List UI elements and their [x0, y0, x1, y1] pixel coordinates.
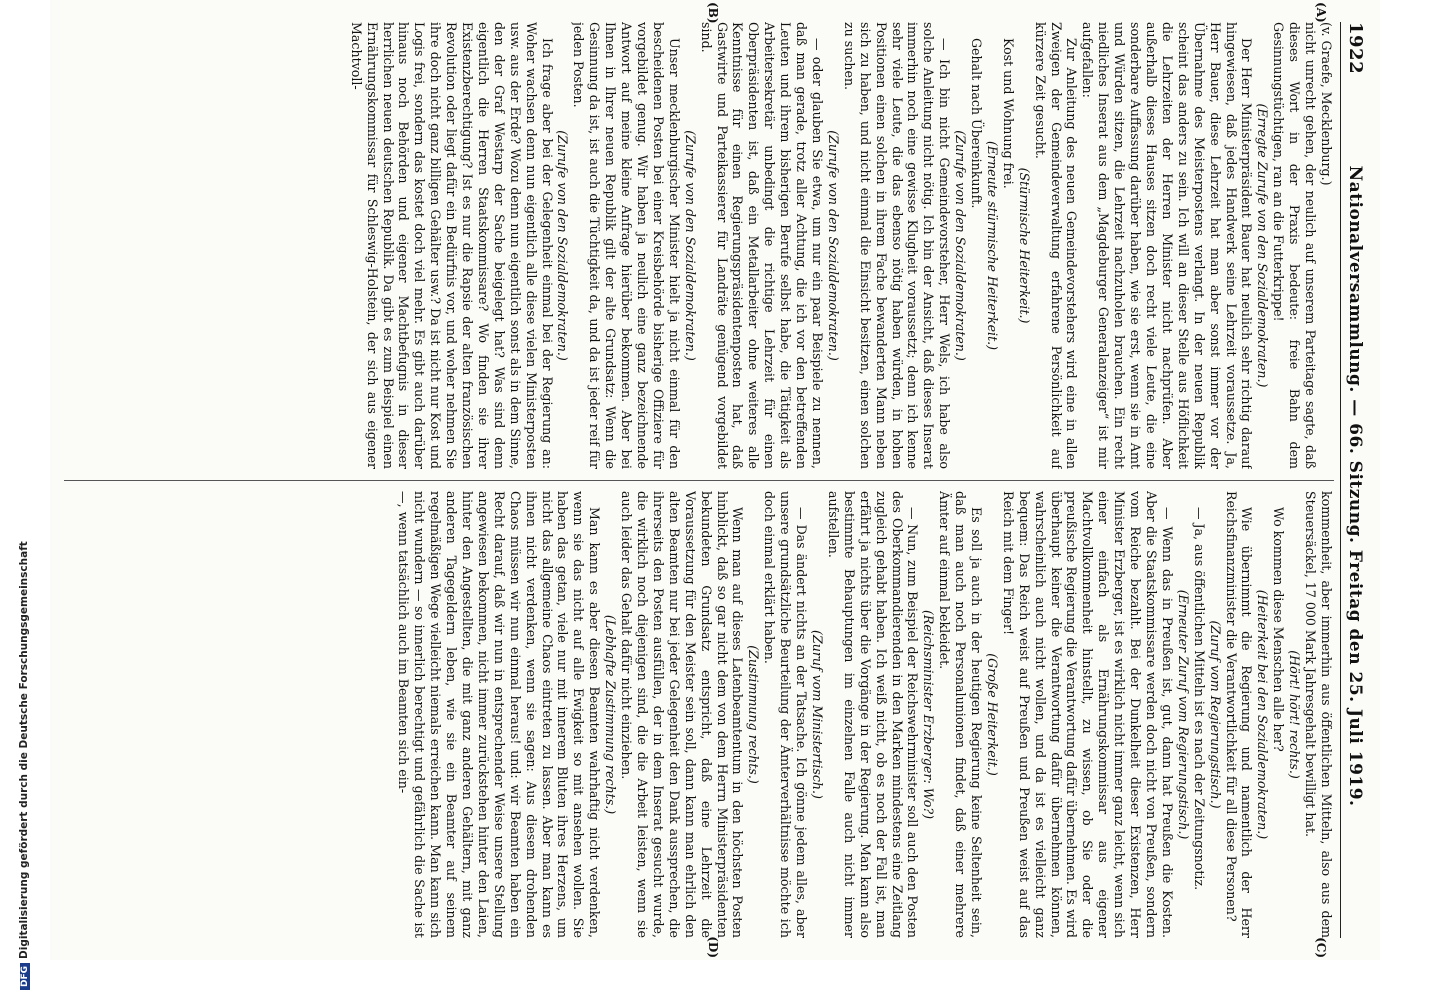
interjection: (Heiterkeit bei den Sozialdemokraten.): [1255, 589, 1271, 840]
interjection: (Zurufe von den Sozialdemokraten.): [682, 130, 698, 361]
left-column: [64, 22, 1334, 469]
paragraph: nicht unrecht gehen, der neulich auf unserem Parteitage sagte, daß dieses Wort in der Praxis bedeute: freie Bahn dem Gesinnungstüchtigen, ran an die Futterkrippe!: [1271, 22, 1319, 469]
paragraph: Wenn man auf dieses Latenbeamtentum in den höchsten Posten hinblickt, daß so gar nicht dem von dem Herrn Ministerpräsidenten bekundeten Grundsatz entspricht, daß eine Lehrzeit die Voraussetzung für den Meister sein soll, dann kann man ehrlich den alten Beamten nur bei jeder Gelegenheit den Dank aussprechen, die ihrerseits den Posten ausfüllen, der in dem Inserat gesucht wurde, die wirklich noch diejenigen sind, die die Arbeit leisten, wenn sie auch leider das Gehalt dafür nicht einziehen.: [619, 491, 746, 938]
interjection: (Zurufe von den Sozialdemokraten.): [953, 130, 969, 361]
credit-strip: [0, 0, 28, 1000]
interjection: (Hört! hört! rechts.): [1287, 650, 1303, 779]
margin-marker-a: (A): [1314, 2, 1328, 23]
interjection: (Erneute stürmische Heiterkeit.): [984, 140, 1000, 351]
paragraph: Kost und Wohnung frei.: [1000, 38, 1016, 189]
interjection: (Reichsminister Erzberger: Wo?): [921, 609, 937, 820]
margin-marker-d: (D): [706, 936, 720, 958]
paragraph: Der Herr Ministerpräsident Bauer hat neulich sehr richtig darauf hingewiesen, daß jedes Handwerk seine Lehrzeit voraussetze. Ja, Herr Bauer, diese Lehrzeit hat man aber sonst immer vor der Übernahme des Meisterpostens verlangt. In der neuen Republik scheint das anders zu sein. Ich will an dieser Stelle aus Höflichkeit die Lehrzeiten der Herren Minister nicht nachprüfen. Aber außerhalb dieses Hauses sitzen doch recht viele Leute, die eine sonderbare Auffassung darüber haben, wie sie erst, wenn sie in Amt und Würden sitzen, die Lehrzeit nachzuholen brauchen. Ein recht niedliches Inserat aus dem „Magdeburger Generalanzeiger“ ist mir aufgefallen:: [1080, 22, 1255, 469]
paragraph: — Ja, aus öffentlichen Mitteln ist es nach der Zeitungsnotiz.: [1191, 507, 1207, 891]
running-title: Nationalversammlung. — 66. Sitzung. Freitag den 25. Juli 1919.: [1345, 165, 1365, 807]
paragraph: — oder glauben Sie etwa, um nur ein paar Beispiele zu nennen, daß man gerade, trotz aller Achtung, die ich vor den betreffenden Leuten und ihrem bisherigen Berufe selbst habe, die Tätigkeit als Arbeitersekretär unbedingt die richtige Lehrzeit für einen Oberpräsidenten ist, daß ein Metallarbeiter ohne weiteres alle Kenntnisse für einen Regierungspräsidentenposten hat, daß Gastwirte und Parteikassierer für Landräte genügend vorgebildet sind.: [698, 22, 825, 469]
page-number: 1922: [1345, 22, 1366, 75]
interjection: (Erneuter Zuruf vom Regierungstisch.): [1175, 589, 1191, 840]
paragraph: Ich frage aber bei der Gelegenheit einmal bei der Regierung an: Woher wachsen denn nun eigentlich alle diese vielen Ministerposten usw. aus der Erde? Wozu denn nun eigentlich sonst als in dem Sinne, den der Graf Westarp der Sache beigelegt hat? Was sind denn eigentlich die Herren Staatskommissare? Wo finden sie ihrer Existenzberechtigung? Ist es nur die Rapsie der alten französischen Revolution oder liegt dafür ein Bedürfnis vor, und woher nehmen Sie ihre doch nicht ganz billigen Gehälter usw.? Da ist nicht nur Kost und Logis frei, sondern das kostet doch viel mehr. Es gibt auch darüber hinaus noch Behörden und eigener Machtbefugnis in dieser herrlichen neuen deutschen Republik. Da gibt es zum Beispiel einen Ernährungskommissar für Schleswig-Holstein, der sich aus eigener Machtvoll-: [348, 22, 555, 469]
credit-text: Digitalisierung gefördert durch die Deutsche Forschungsgemeinschaft: [18, 541, 30, 959]
interjection: (Lebhafte Zustimmung rechts.): [603, 614, 619, 815]
paragraph: — Wenn das in Preußen ist, gut, dann hat Preußen die Kosten. Aber die Staatskommissare werden doch nicht von Preußen, sondern vom Reiche bezahlt. Bei der Dunkelheit dieser Existenzen, Herr Minister Erzberger, ist es wirklich nicht immer ganz leicht, wenn sich einer einfach als Ernährungskommissar aus eigener Machtvollkommenheit hinstellt, zu wissen, ob Sie oder die preußische Regierung die Verantwortung dafür übernehmen. Es wird überhaupt keiner die Verantwortung dafür übernehmen können, wahrscheinlich auch nicht wollen, und da ist es vielleicht ganz bequem: Das Reich weist auf Preußen und Preußen weist auf das Reich mit dem Finger!: [1000, 491, 1175, 938]
paragraph: Gehalt nach Übereinkunft.: [969, 38, 985, 209]
interjection: (Stürmische Heiterkeit.): [1016, 167, 1032, 324]
interjection: (Erregte Zurufe von den Sozialdemokraten.): [1255, 103, 1271, 388]
column-divider: [64, 480, 1334, 481]
interjection: (Zurufe von den Sozialdemokraten.): [555, 130, 571, 361]
paragraph: Man kann es aber diesen Beamten wahrhaftig nicht verdenken, wenn sie das nicht auf alle Ewigkeit so mit ansehen wollen. Sie haben das getan, viele nur mit innerem Bluten ihres Herzens, um nicht das allgemeine Chaos eintreten zu lassen. Aber man kann es ihnen nicht verdenken, wenn sie sagen: Aus diesem drohenden Chaos müssen wir nun einmal heraus! und: wir Beamten haben ein Recht darauf, daß wir nun in entsprechender Weise unsere Stellung angewiesen bekommen, nicht immer zurückstehen hinter den Laien, hinter den Angestellten, die mit ganz anderen Gehältern, mit ganz anderen Tagegeldern leben, wie sie ein Beamter auf seinem regelmäßigen Wege vielleicht niemals erreichen kann. Man kann sich nicht wundern — so innerlich berechtigt und gefährlich die Sache ist —, wenn tatsächlich auch im Beamten sich ein-: [396, 491, 603, 938]
right-column: [64, 491, 1334, 938]
document-page: [50, 0, 1380, 960]
margin-marker-c: (C): [1314, 937, 1328, 958]
paragraph: kommenheit, aber immerhin aus öffentlichen Mitteln, also aus dem Steuersäckel, 17 000 Mark Jahresgehalt bewilligt hat.: [1303, 491, 1334, 938]
paragraph: Es soll ja auch in der heutigen Regierung keine Seltenheit sein, daß man auch noch Personalunionen findet, daß einer mehrere Ämter auf einmal bekleidet.: [937, 491, 985, 938]
margin-marker-b: (B): [706, 2, 720, 24]
paragraph: — Ich bin nicht Gemeindevorsteher, Herr Wels, ich habe also solche Anleitung nicht nötig. Ich bin der Ansicht, daß dieses Inserat immerhin noch eine gewisse Klugheit voraussetzt; denn ich kenne sehr viele Leute, die das ebenso nötig haben würden, in hohen Positionen einen solchen in ihrem Fache bewanderten Mann neben sich zu haben, und nicht einmal die Einsicht besitzen, einen solchen zu suchen.: [841, 22, 953, 469]
paragraph: — Nun, zum Beispiel der Reichswehrminister soll auch den Posten des Oberkommandierenden in den Marken mindestens eine Zeitlang zugleich gehabt haben. Ich weiß nicht, ob es noch der Fall ist, man erfährt ja nichts über die Vorgänge in der Regierung. Man kann also bestimmte Behauptungen im einzelnen Falle auch nicht immer aufstellen.: [825, 491, 921, 938]
paragraph: Zur Anleitung des neuen Gemeindevorstehers wird eine in allen Zweigen der Gemeindeverwaltung erfahrene Persönlichkeit auf kürzere Zeit gesucht.: [1032, 22, 1080, 469]
paragraph: Unser mecklenburgischer Minister hielt ja nicht einmal für den bescheidenen Posten bei einer Kreisbehörde bisherige Offiziere für vorgebildet genug. Wir haben ja neulich eine ganz bezeichnende Antwort auf meine kleine Anfrage hierüber bekommen. Aber bei Ihnen in Ihrer neuen Republik gilt der alte Grundsatz: Wenn die Gesinnung da ist, ist auch die Tüchtigkeit da, und da ist jeder reif für jeden Posten.: [571, 22, 682, 469]
interjection: (Zustimmung rechts.): [746, 645, 762, 784]
page-header: [1340, 22, 1366, 938]
dfg-logo: DFG: [20, 963, 30, 990]
paragraph: — Das ändert nichts an der Tatsache. Ich gönne jedem alles, aber unsere grundsätzliche Beurteilung der Ämterverhältnisse möchte ich doch einmal erklärt haben.: [762, 491, 810, 938]
credit-line: [18, 10, 30, 990]
text-columns: [64, 22, 1334, 938]
interjection: (Zuruf vom Ministertisch.): [810, 630, 825, 799]
paragraph: Wie übernimmt die Regierung und namentlich der Herr Reichsfinanzminister die Verantwortlichkeit für all diese Personen?: [1223, 491, 1255, 938]
paragraph: Wo kommen diese Menschen alle her?: [1271, 507, 1287, 752]
interjection: (Große Heiterkeit.): [984, 653, 1000, 776]
interjection: (Zurufe von den Sozialdemokraten.): [825, 130, 841, 361]
paragraph: (v. Graefe, Mecklenburg.): [1319, 22, 1334, 186]
interjection: (Zuruf vom Regierungstisch.): [1207, 620, 1223, 809]
